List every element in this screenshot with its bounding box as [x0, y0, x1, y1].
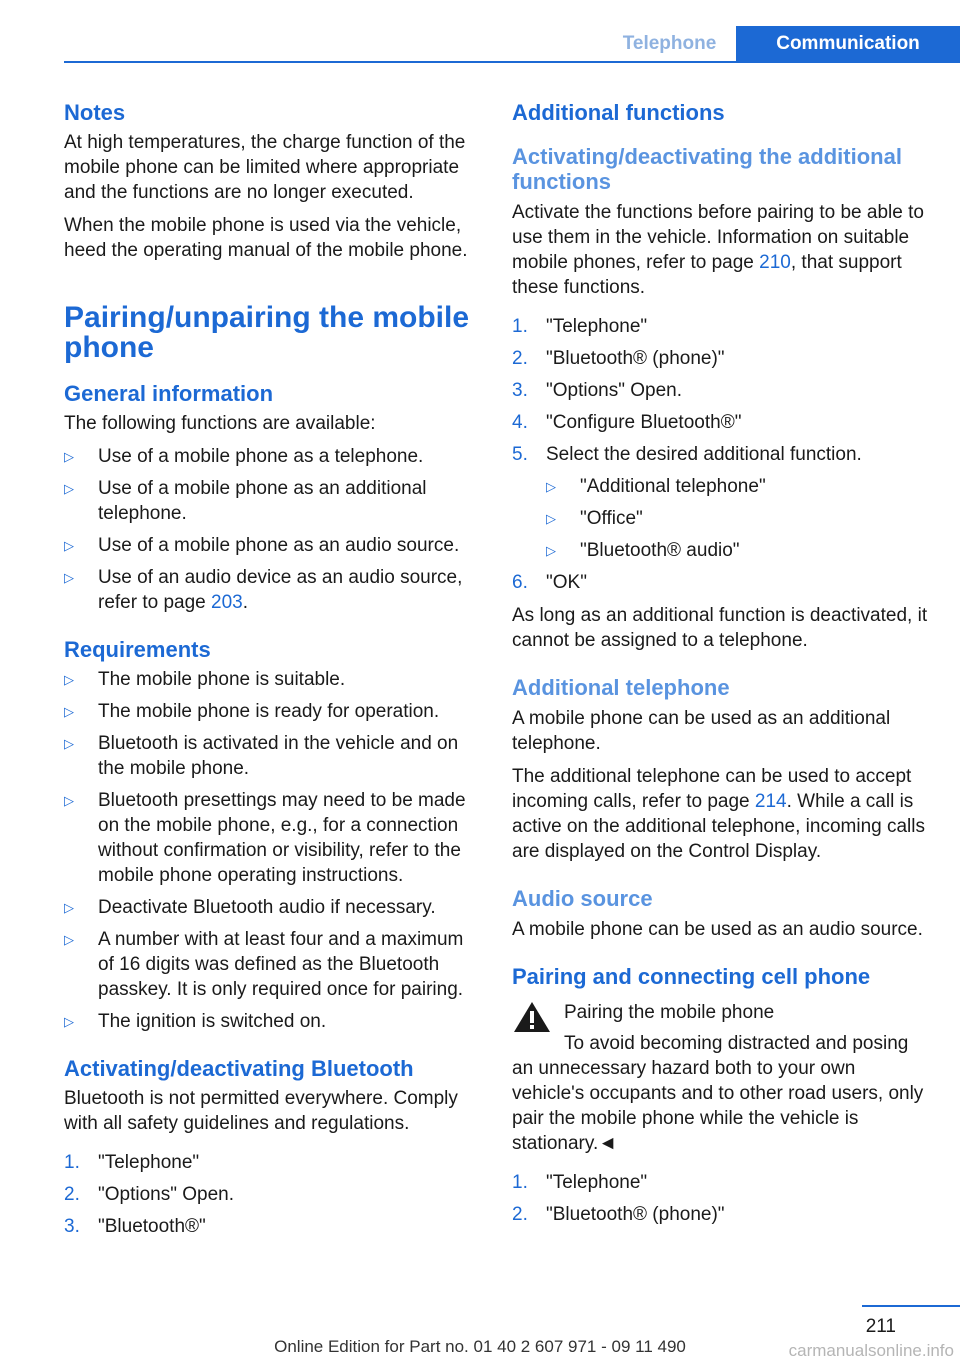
header-chapter-tab: Communication — [736, 26, 960, 61]
additional-functions-note: As long as an additional function is deactivated, it cannot be assigned to a telephone. — [512, 605, 928, 651]
step-number: 3. — [512, 380, 528, 401]
page-link-203[interactable]: 203 — [211, 592, 243, 613]
list-item: ▷ Use of a mobile phone as a telephone. — [64, 446, 424, 467]
list-item: 5. Select the desired additional function. — [512, 444, 862, 465]
step-number: 4. — [512, 412, 528, 433]
step-number: 5. — [512, 444, 528, 465]
additional-telephone-paragraph-1: A mobile phone can be used as an additional telephone. — [512, 708, 891, 754]
list-item: 1. "Telephone" — [64, 1152, 200, 1173]
bluetooth-paragraph: Bluetooth is not permitted everywhere. Comply with all safety guidelines and regulations. — [64, 1088, 458, 1134]
pairing-main-heading: Pairing/unpairing the mobile phone — [64, 301, 470, 364]
list-item: ▷ Use of an audio device as an audio source, refer to page 203. — [64, 567, 463, 613]
bullet-triangle-icon: ▷ — [64, 932, 74, 947]
bullet-triangle-icon: ▷ — [64, 900, 74, 915]
list-item: 1. "Telephone" — [512, 316, 648, 337]
page-link-214[interactable]: 214 — [754, 791, 787, 812]
general-intro: The following functions are available: — [64, 413, 376, 434]
list-item: 2. "Bluetooth® (phone)" — [512, 348, 725, 369]
notes-heading: Notes — [64, 100, 126, 125]
list-item: ▷ The ignition is switched on. — [64, 1011, 327, 1032]
bullet-triangle-icon: ▷ — [546, 543, 556, 558]
bullet-triangle-icon: ▷ — [64, 672, 74, 687]
list-item: ▷ The mobile phone is ready for operation. — [64, 701, 440, 722]
bullet-triangle-icon: ▷ — [64, 1014, 74, 1029]
bullet-triangle-icon: ▷ — [546, 511, 556, 526]
warning-title: Pairing the mobile phone — [564, 1002, 775, 1023]
header-rule — [64, 61, 960, 63]
bullet-triangle-icon: ▷ — [64, 570, 74, 585]
bluetooth-heading: Activating/deactivating Bluetooth — [64, 1056, 414, 1081]
left-column — [64, 100, 484, 1247]
page-number-rule — [862, 1305, 960, 1307]
activating-additional-functions-heading: Activating/deactivating the additional functions — [512, 144, 902, 194]
list-item: ▷ "Office" — [546, 508, 643, 529]
step-number: 1. — [64, 1152, 80, 1173]
list-item: 2. "Options" Open. — [64, 1184, 235, 1205]
additional-functions-steps — [512, 314, 930, 595]
list-item: ▷ Use of a mobile phone as an audio source. — [64, 535, 460, 556]
list-item: ▷ Bluetooth presettings may need to be made on the mobile phone, e.g., for a connection without confirmation or visibility, refer to the mobile phone operating instructions. — [64, 790, 466, 886]
list-item: ▷ "Bluetooth® audio" — [546, 540, 740, 561]
list-item: ▷ The mobile phone is suitable. — [64, 669, 346, 690]
bluetooth-steps — [64, 1150, 484, 1239]
step-number: 2. — [64, 1184, 80, 1205]
bullet-triangle-icon: ▷ — [64, 704, 74, 719]
list-item: 4. "Configure Bluetooth®" — [512, 412, 742, 433]
additional-functions-paragraph: Activate the functions before pairing to be able to use them in the vehicle. Information on suitable mobile phones, refer to page 210, that support these functions. — [512, 202, 924, 298]
bullet-triangle-icon: ▷ — [64, 793, 74, 808]
general-list — [64, 444, 484, 615]
list-item: 6. "OK" — [512, 572, 587, 593]
list-item: 2. "Bluetooth® (phone)" — [512, 1204, 725, 1225]
bullet-triangle-icon: ▷ — [546, 479, 556, 494]
requirements-list — [64, 667, 484, 1034]
requirements-heading: Requirements — [64, 637, 211, 662]
warning-text: To avoid becoming distracted and posing an unnecessary hazard both to your own vehicle's occupants and to other road users, only pair the mobile phone while the vehicle is stationary.◄ — [512, 1033, 924, 1154]
list-item: ▷ Use of a mobile phone as an additional telephone. — [64, 478, 427, 524]
page-link-210[interactable]: 210 — [759, 252, 791, 273]
step-number: 3. — [64, 1216, 80, 1237]
general-information-heading: General information — [64, 381, 274, 406]
additional-telephone-heading: Additional telephone — [512, 675, 730, 700]
header-section-tab: Telephone — [622, 33, 717, 54]
page-number: 211 — [865, 1316, 896, 1337]
notes-paragraph-1: At high temperatures, the charge function of the mobile phone can be limited where appropriate and the functions are no longer executed. — [64, 132, 466, 203]
notes-paragraph-2: When the mobile phone is used via the vehicle, heed the operating manual of the mobile phone. — [64, 215, 468, 261]
right-column — [512, 100, 930, 1235]
additional-functions-heading: Additional functions — [512, 100, 725, 125]
audio-source-paragraph: A mobile phone can be used as an audio source. — [512, 919, 923, 940]
bullet-triangle-icon: ▷ — [64, 449, 74, 464]
pairing-connecting-heading: Pairing and connecting cell phone — [512, 964, 871, 989]
additional-telephone-paragraph-2: The additional telephone can be used to accept incoming calls, refer to page 214. While a call is active on the additional telephone, incoming calls are displayed on the Control Display. — [512, 766, 925, 862]
warning-block — [512, 1000, 930, 1025]
step-number: 2. — [512, 348, 528, 369]
bullet-triangle-icon: ▷ — [64, 481, 74, 496]
list-item: 3. "Bluetooth®" — [64, 1216, 206, 1237]
warning-icon — [512, 1000, 552, 1034]
list-item: 3. "Options" Open. — [512, 380, 683, 401]
bullet-triangle-icon: ▷ — [64, 538, 74, 553]
bullet-triangle-icon: ▷ — [64, 736, 74, 751]
list-item: ▷ "Additional telephone" — [546, 476, 766, 497]
step-number: 6. — [512, 572, 528, 593]
list-item: ▷ A number with at least four and a maximum of 16 digits was defined as the Bluetooth passkey. It is only required once for pairing. — [64, 929, 464, 1000]
watermark: carmanualsonline.info — [788, 1341, 954, 1360]
list-item: ▷ Deactivate Bluetooth audio if necessary. — [64, 897, 436, 918]
edition-footer: Online Edition for Part no. 01 40 2 607 971 - 09 11 490 — [274, 1337, 686, 1356]
step-number: 1. — [512, 1172, 528, 1193]
step-number: 2. — [512, 1204, 528, 1225]
list-item: 1. "Telephone" — [512, 1172, 648, 1193]
list-item: ▷ Bluetooth is activated in the vehicle and on the mobile phone. — [64, 733, 459, 779]
audio-source-heading: Audio source — [512, 886, 653, 911]
step-number: 1. — [512, 316, 528, 337]
pairing-steps — [512, 1170, 930, 1227]
